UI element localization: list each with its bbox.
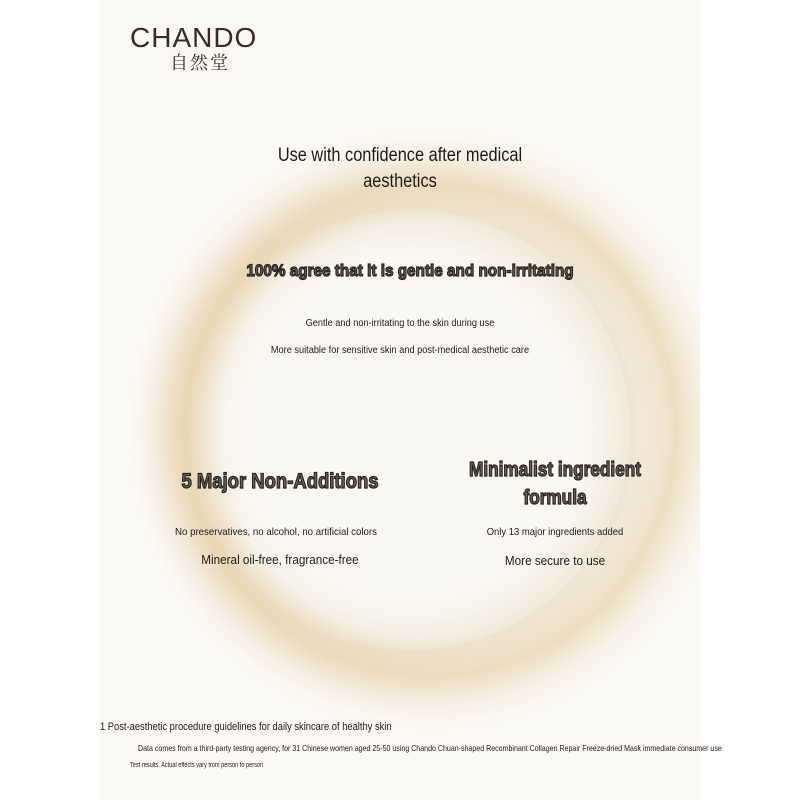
footnote-2: Data comes from a third-party testing agency, for 31 Chinese women aged 25-50 using Chando Chuan-shaped Recombinant Collagen Repair Freeze-dried Mask immediate consumer use [138,743,722,753]
minimalist-title-line-2: formula [523,487,587,509]
headline-line-2: aesthetics [363,171,437,192]
non-additions-title: 5 Major Non-Additions [181,470,379,493]
gentle-title: 100% agree that it is gentle and non-irritating [246,261,574,280]
non-additions-line-1: No preservatives, no alcohol, no artificial colors [175,526,377,538]
minimalist-title-line-1: Minimalist ingredient [468,459,642,481]
minimalist-line-2: More secure to use [504,553,606,568]
footnote-1: 1 Post-aesthetic procedure guidelines for daily skincare of healthy skin [100,721,392,733]
non-additions-line-2: Mineral oil-free, fragrance-free [201,552,359,567]
brand-name-en: CHANDO [130,22,258,53]
brand-name-cn: 自然堂 [170,53,230,74]
minimalist-title [465,456,646,512]
headline-line-1: Use with confidence after medical [277,145,523,166]
minimalist-line-1: Only 13 major ingredients added [486,526,624,538]
page-headline [254,143,546,195]
footnote-3: Test results. Actual effects vary from person to person [130,762,264,769]
brand-logo [130,22,280,74]
product-panel [100,0,700,800]
gentle-line-2: More suitable for sensitive skin and post-medical aesthetic care [270,345,530,356]
gentle-line-1: Gentle and non-irritating to the skin during use [305,318,495,329]
